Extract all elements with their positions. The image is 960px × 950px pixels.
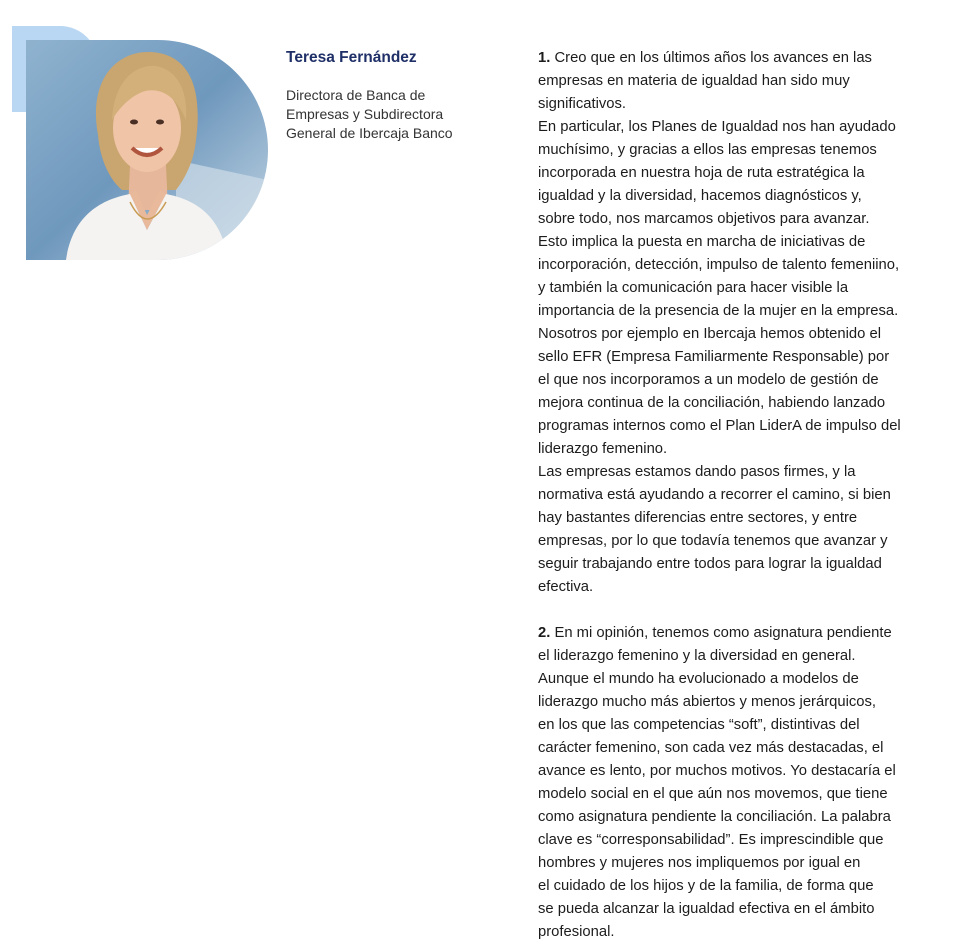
portrait-block: [0, 0, 280, 270]
answer-line: [538, 760, 938, 783]
answer-line: [538, 254, 938, 277]
answers-column: [538, 47, 938, 944]
answer-line: [538, 737, 938, 760]
answer-text: mejora continua de la conciliación, habiendo lanzado: [538, 395, 886, 411]
paragraph-gap: [538, 599, 938, 622]
answer-1: [538, 47, 938, 599]
answer-line: [538, 185, 938, 208]
answer-line: [538, 139, 938, 162]
role-line: Empresas y Subdirectora: [286, 106, 444, 122]
answer-line: [538, 898, 938, 921]
answer-line: [538, 461, 938, 484]
answer-text: y también la comunicación para hacer visible la: [538, 280, 849, 296]
answer-line: [538, 668, 938, 691]
answer-text: clave es “corresponsabilidad”. Es imprescindible que: [538, 832, 884, 848]
answer-line: [538, 392, 938, 415]
answer-text: Aunque el mundo ha evolucionado a modelos de: [538, 671, 859, 687]
answer-text: avance es lento, por muchos motivos. Yo destacaría el: [538, 763, 896, 779]
answer-text: carácter femenino, son cada vez más destacadas, el: [538, 740, 884, 756]
answer-text: empresas, por lo que todavía tenemos que avanzar y: [538, 533, 888, 549]
answer-text: sello EFR (Empresa Familiarmente Responsable) por: [538, 349, 890, 365]
answer-line: [538, 921, 938, 944]
answer-line: [538, 300, 938, 323]
answer-text: modelo social en el que aún nos movemos, que tiene: [538, 786, 888, 802]
answer-line: [538, 852, 938, 875]
portrait-photo: [26, 40, 268, 260]
answer-line: [538, 70, 938, 93]
answer-text: el cuidado de los hijos y de la familia, de forma que: [538, 878, 874, 894]
answer-line: [538, 116, 938, 139]
profile-info: [286, 48, 496, 143]
answer-line: [538, 576, 938, 599]
answer-text: empresas en materia de igualdad han sido muy: [538, 73, 850, 89]
answer-line: [538, 438, 938, 461]
answer-2: [538, 622, 938, 944]
answer-text: en los que las competencias “soft”, distintivas del: [538, 717, 860, 733]
answer-line: [538, 829, 938, 852]
answer-line: [538, 277, 938, 300]
answer-line: [538, 530, 938, 553]
answer-line: [538, 645, 938, 668]
answer-text: incorporada en nuestra hoja de ruta estratégica la: [538, 165, 865, 181]
answer-line: [538, 806, 938, 829]
answer-line: [538, 208, 938, 231]
answer-text: muchísimo, y gracias a ellos las empresas tenemos: [538, 142, 877, 158]
answer-line: [538, 47, 938, 70]
answer-line: [538, 93, 938, 116]
answer-text: se pueda alcanzar la igualdad efectiva en el ámbito: [538, 901, 875, 917]
answer-line: [538, 714, 938, 737]
person-role: [286, 86, 496, 143]
answer-text: efectiva.: [538, 579, 594, 595]
answer-line: [538, 323, 938, 346]
answer-text: profesional.: [538, 924, 615, 940]
answer-line: [538, 875, 938, 898]
answer-line: [538, 231, 938, 254]
answer-text: incorporación, detección, impulso de talento femeniino,: [538, 257, 900, 273]
answer-line: [538, 691, 938, 714]
answer-text: el liderazgo femenino y la diversidad en general.: [538, 648, 856, 664]
answer-line: [538, 622, 938, 645]
answer-text: En particular, los Planes de Igualdad nos han ayudado: [538, 119, 896, 135]
answer-text: seguir trabajando entre todos para lograr la igualdad: [538, 556, 882, 572]
answer-number: 1.: [538, 50, 551, 66]
answer-line: [538, 415, 938, 438]
answer-text: hombres y mujeres nos impliquemos por igual en: [538, 855, 861, 871]
answer-text: Creo que en los últimos años los avances en las: [554, 50, 872, 66]
answer-text: Nosotros por ejemplo en Ibercaja hemos obtenido el: [538, 326, 881, 342]
answer-text: como asignatura pendiente la conciliación. La palabra: [538, 809, 891, 825]
answer-text: importancia de la presencia de la mujer en la empresa.: [538, 303, 899, 319]
answer-text: hay bastantes diferencias entre sectores, y entre: [538, 510, 858, 526]
answer-line: [538, 507, 938, 530]
answer-text: programas internos como el Plan LiderA de impulso del: [538, 418, 901, 434]
role-line: General de Ibercaja Banco: [286, 125, 453, 141]
answer-number: 2.: [538, 625, 551, 641]
answer-text: liderazgo mucho más abiertos y menos jerárquicos,: [538, 694, 877, 710]
answer-text: significativos.: [538, 96, 626, 112]
answer-text: Esto implica la puesta en marcha de iniciativas de: [538, 234, 866, 250]
answer-text: liderazgo femenino.: [538, 441, 668, 457]
answer-text: En mi opinión, tenemos como asignatura pendiente: [554, 625, 892, 641]
answer-text: Las empresas estamos dando pasos firmes, y la: [538, 464, 856, 480]
answer-line: [538, 162, 938, 185]
answer-line: [538, 346, 938, 369]
answer-text: el que nos incorporamos a un modelo de gestión de: [538, 372, 879, 388]
answer-line: [538, 783, 938, 806]
answer-text: igualdad y la diversidad, hacemos diagnósticos y,: [538, 188, 862, 204]
answer-text: sobre todo, nos marcamos objetivos para avanzar.: [538, 211, 870, 227]
answer-text: normativa está ayudando a recorrer el camino, si bien: [538, 487, 891, 503]
role-line: Directora de Banca de: [286, 87, 426, 103]
answer-line: [538, 553, 938, 576]
person-name: Teresa Fernández: [286, 49, 417, 66]
answer-line: [538, 484, 938, 507]
answer-line: [538, 369, 938, 392]
